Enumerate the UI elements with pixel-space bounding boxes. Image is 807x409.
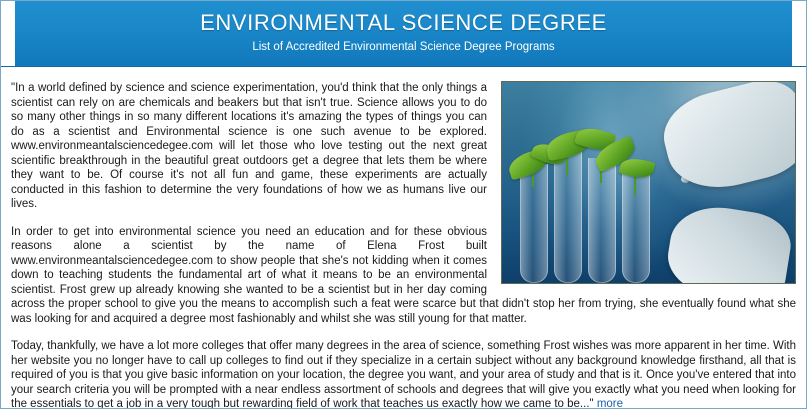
article-paragraph [11, 339, 796, 409]
lab-seedling-photo [501, 81, 796, 284]
test-tube [622, 172, 650, 283]
site-header [1, 1, 806, 67]
header-inner [1, 10, 806, 54]
article-paragraph-text: Today, thankfully, we have a lot more colleges that offer many degrees in the area of science, something Frost wishes was more apparent in her time. With her website you no longer have to call up colleges to find out if they specialize in a certain subject without any background knowledge firsthand, all that is required of you is that you give basic information on your location, the degree you want, and your area of study and that is it. Once you've entered that into your search criteria you will be prompted with a near endless assortment of schools and degrees that will give you exactly what you need when looking for the essentials to get a job in a very tough but rewarding field of work that teaches us exactly how we came to be..." [11, 340, 796, 409]
article-paragraph: "In a world defined by science and science experimentation, you'd think that the only things a scientist can rely on are chemicals and beakers but that isn't true. Science allows you to do so many other things in so many different locations it's amazing the types of things you can do as a scientist and Environmental science is one such avenue to be explored. www.environmeantalsciencedegee.com will let those who love testing out the next great scientific breakthrough in the beautiful great outdoors get a degree that lets them be where they want to be. Of course it's not all fun and game, these experiments are actually conducted in this fashion to determine the very foundations of how we as humans live our lives. [11, 82, 487, 210]
test-tube [520, 164, 548, 283]
intro-block [11, 81, 796, 326]
test-tube [554, 150, 582, 283]
page-subtitle: List of Accredited Environmental Science Degree Programs [252, 41, 555, 53]
article-paragraph: In order to get into environmental science you need an education and for these obvious reasons alone a scientist by the name of Elena Frost built www.environmeantalsciencedegee.com to show people that she's not kidding when it comes down to teaching students the fundamental art of what it means to be an environmental scientist. Frost grew up already knowing she wanted to be a scientist but in her day coming across the proper school to give you the means to accomplish such a feat were scarce but that didn't stop her from trying, she eventually found what she was looking for and acquired a degree most fashionably and whilst she was still young for that matter. [11, 225, 796, 325]
more-link[interactable]: more [596, 398, 624, 409]
test-tube [588, 158, 616, 283]
page-title: ENVIRONMENTAL SCIENCE DEGREE [200, 10, 607, 35]
article-content [1, 67, 806, 409]
